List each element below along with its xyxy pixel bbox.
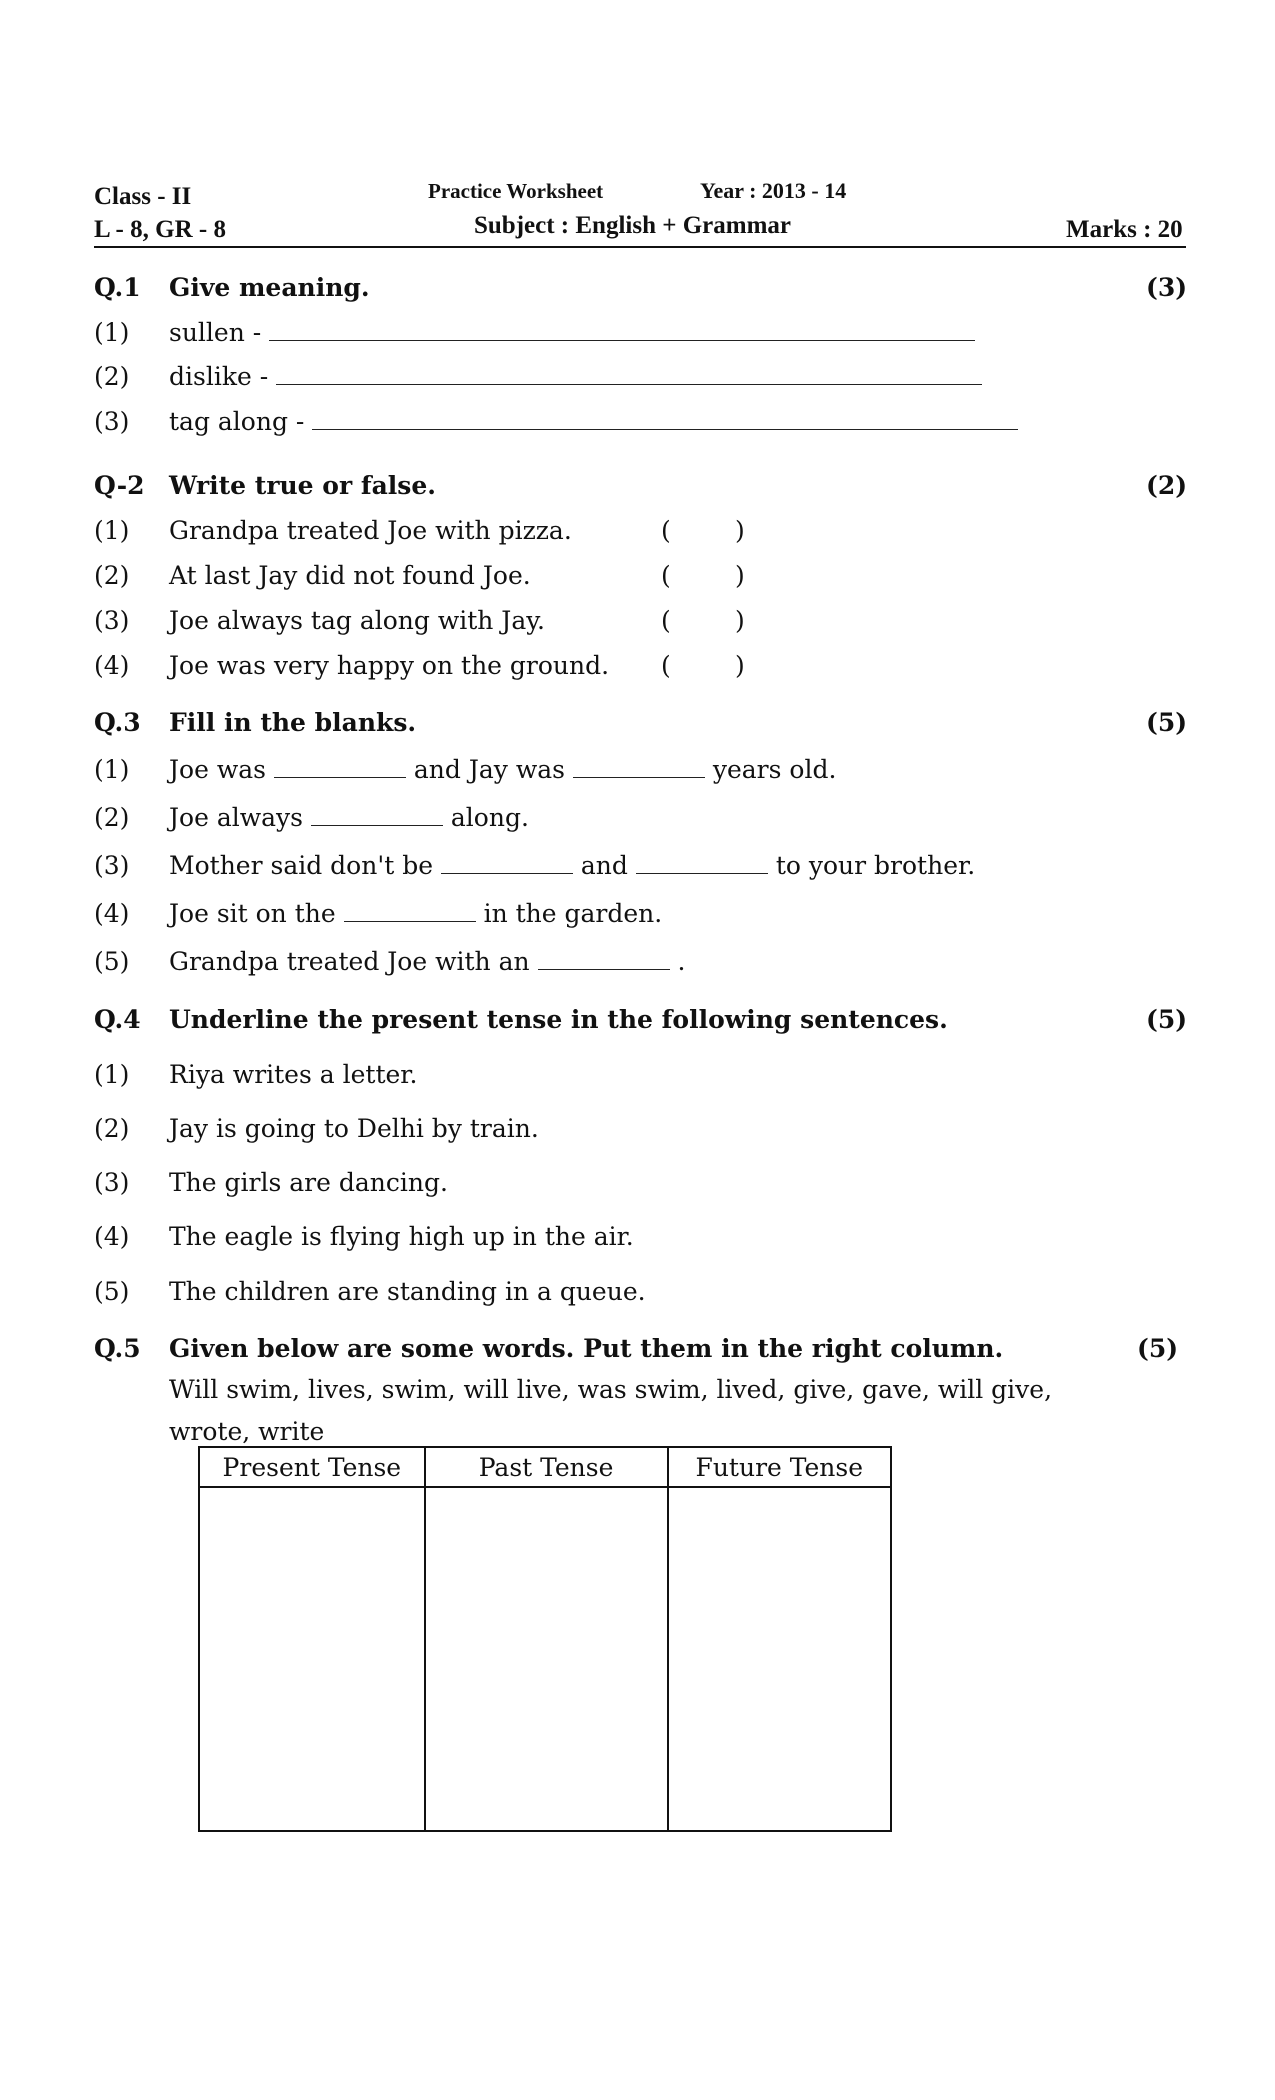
q5-word-list: wrote, write (169, 1417, 325, 1446)
answer-paren-open: ( (661, 606, 671, 635)
q3-item-number: (4) (94, 899, 130, 928)
q3-marks: (5) (1146, 708, 1188, 737)
q3-item-text: to your brother. (775, 851, 976, 880)
q3-item-text: Mother said don't be (169, 851, 433, 880)
q3-item-text: and (580, 851, 628, 880)
q4-marks: (5) (1146, 1005, 1188, 1034)
q2-item-text: Grandpa treated Joe with pizza. (169, 516, 572, 545)
q3-item (169, 757, 836, 782)
q3-item-number: (2) (94, 803, 130, 832)
header-divider (94, 246, 1186, 248)
answer-blank[interactable] (269, 322, 975, 341)
fill-blank[interactable] (636, 855, 768, 874)
q3-item-text: and Jay was (413, 755, 565, 784)
q3-item-text: Grandpa treated Joe with an (169, 947, 530, 976)
present-tense-cell[interactable] (199, 1487, 425, 1831)
answer-paren-close: ) (735, 561, 745, 590)
q3-item-text: Joe was (169, 755, 266, 784)
q1-item-text: sullen - (169, 318, 262, 347)
tense-table (198, 1446, 892, 1832)
q3-item-text: in the garden. (483, 899, 663, 928)
class-label: Class - II (94, 183, 192, 210)
answer-paren-close: ) (735, 516, 745, 545)
q3-item (169, 805, 529, 830)
marks-label: Marks : 20 (1066, 216, 1183, 243)
q2-item-number: (4) (94, 651, 130, 680)
q3-item (169, 853, 975, 878)
fill-blank[interactable] (311, 807, 443, 826)
q3-item-text: . (677, 947, 686, 976)
answer-blank[interactable] (276, 366, 982, 385)
q4-item-number: (2) (94, 1114, 130, 1143)
q1-item-text: tag along - (169, 407, 305, 436)
q4-item-text: The eagle is flying high up in the air. (169, 1222, 634, 1251)
answer-paren-close: ) (735, 606, 745, 635)
past-tense-cell[interactable] (425, 1487, 668, 1831)
q2-item-text: Joe always tag along with Jay. (169, 606, 545, 635)
q1-item-number: (1) (94, 318, 130, 347)
q4-item-number: (1) (94, 1060, 130, 1089)
fill-blank[interactable] (274, 759, 406, 778)
q3-item-text: Joe sit on the (169, 899, 336, 928)
q1-number: Q.1 (94, 273, 141, 302)
fill-blank[interactable] (344, 903, 476, 922)
q4-item-text: Jay is going to Delhi by train. (169, 1114, 539, 1143)
q3-number: Q.3 (94, 708, 141, 737)
answer-blank[interactable] (312, 411, 1018, 430)
answer-paren-close: ) (735, 651, 745, 680)
column-header-past: Past Tense (425, 1447, 668, 1487)
answer-paren-open: ( (661, 516, 671, 545)
q1-marks: (3) (1146, 273, 1188, 302)
q2-item-text: Joe was very happy on the ground. (169, 651, 610, 680)
q4-item-number: (4) (94, 1222, 130, 1251)
q1-item (169, 364, 982, 389)
q4-item-text: The girls are dancing. (169, 1168, 448, 1197)
q4-item-number: (5) (94, 1277, 130, 1306)
q1-item-number: (2) (94, 362, 130, 391)
q3-item (169, 949, 685, 974)
q3-item (169, 901, 662, 926)
fill-blank[interactable] (573, 759, 705, 778)
q2-item-number: (2) (94, 561, 130, 590)
q5-marks: (5) (1137, 1334, 1179, 1363)
q4-item-text: Riya writes a letter. (169, 1060, 418, 1089)
q5-number: Q.5 (94, 1334, 141, 1363)
q4-item-number: (3) (94, 1168, 130, 1197)
q3-item-text: Joe always (169, 803, 303, 832)
worksheet-title: Practice Worksheet (428, 179, 604, 203)
q3-item-number: (5) (94, 947, 130, 976)
q1-item (169, 409, 1018, 434)
year-label: Year : 2013 - 14 (700, 178, 847, 203)
q2-item-number: (3) (94, 606, 130, 635)
q3-title: Fill in the blanks. (169, 708, 417, 737)
q4-title: Underline the present tense in the following sentences. (169, 1005, 948, 1034)
q2-title: Write true or false. (169, 471, 436, 500)
q4-number: Q.4 (94, 1005, 141, 1034)
column-header-present: Present Tense (199, 1447, 425, 1487)
q1-title: Give meaning. (169, 273, 370, 302)
fill-blank[interactable] (441, 855, 573, 874)
q2-number: Q-2 (94, 471, 145, 500)
q1-item-text: dislike - (169, 362, 269, 391)
q5-word-list: Will swim, lives, swim, will live, was swim, lived, give, gave, will give, (169, 1375, 1053, 1404)
subject-label: Subject : English + Grammar (474, 212, 792, 239)
q5-title: Given below are some words. Put them in the right column. (169, 1334, 1004, 1363)
q4-item-text: The children are standing in a queue. (169, 1277, 646, 1306)
q3-item-number: (1) (94, 755, 130, 784)
q3-item-text: years old. (712, 755, 837, 784)
fill-blank[interactable] (538, 951, 670, 970)
answer-paren-open: ( (661, 561, 671, 590)
column-header-future: Future Tense (668, 1447, 892, 1487)
q2-item-number: (1) (94, 516, 130, 545)
level-label: L - 8, GR - 8 (94, 216, 226, 243)
q1-item-number: (3) (94, 407, 130, 436)
q3-item-number: (3) (94, 851, 130, 880)
answer-paren-open: ( (661, 651, 671, 680)
q3-item-text: along. (450, 803, 529, 832)
q2-item-text: At last Jay did not found Joe. (169, 561, 531, 590)
q2-marks: (2) (1146, 471, 1188, 500)
future-tense-cell[interactable] (668, 1487, 892, 1831)
q1-item (169, 320, 975, 345)
